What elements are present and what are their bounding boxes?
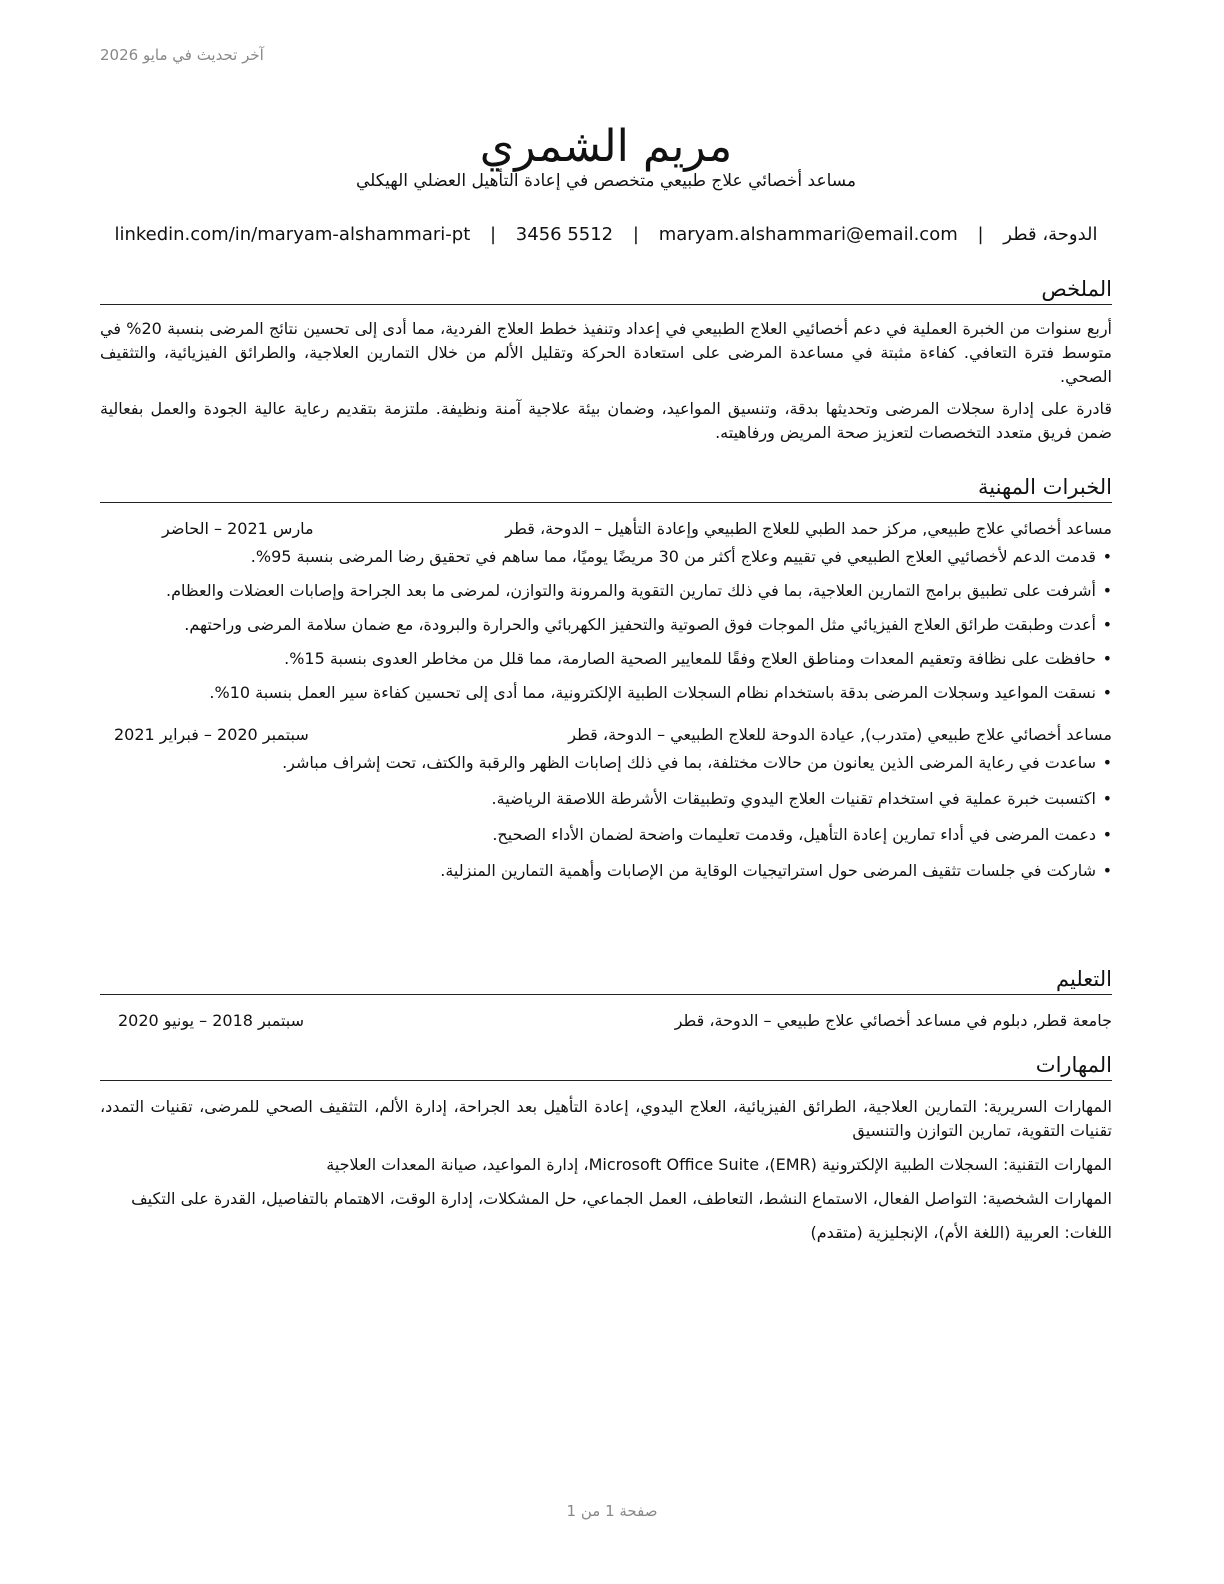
summary-paragraph: أربع سنوات من الخبرة العملية في دعم أخصائيي العلاج الطبيعي في إعداد وتنفيذ خطط العلاج الفردية، مما أدى إلى تحسين نتائج المرضى بنسبة 20% في متوسط فترة التعافي. كفاءة مثبتة في مساعدة المرضى على استعادة الحركة وتقليل الألم من خلال التمارين العلاجية، والطرائق الفيزيائية، والتثقيف الصحي. [100,319,1112,386]
job-bullets [100,751,1112,883]
education-dates: سبتمبر 2018 – يونيو 2020 [118,1011,305,1030]
job-bullet: • نسقت المواعيد وسجلات المرضى بدقة باستخدام نظام السجلات الطبية الإلكترونية، مما أدى إلى تحسين كفاءة سير العمل بنسبة 10%. [100,681,1112,705]
job-bullet: • شاركت في جلسات تثقيف المرضى حول استراتيجيات الوقاية من الإصابات وأهمية التمارين المنزلية. [100,859,1112,883]
last-updated-note: آخر تحديث في مايو 2026 [100,46,264,64]
contact-phone: 3456 5512 [515,224,614,245]
skill-line: المهارات السريرية: التمارين العلاجية، الطرائق الفيزيائية، العلاج اليدوي، إعادة التأهيل بعد الجراحة، إدارة الألم، التثقيف الصحي للمرضى، تقنيات التمدد، تقنيات التقوية، تمارين التوازن والتنسيق [100,1097,1112,1140]
job-entry [100,723,1112,883]
job-header [100,517,1112,541]
education-section [100,966,1112,1033]
candidate-name: مريم الشمري [479,121,733,173]
contact-line [100,224,1112,245]
section-title: المهارات [100,1052,1112,1081]
job-dates: مارس 2021 – الحاضر [162,519,314,538]
skill-line: المهارات التقنية: السجلات الطبية الإلكترونية (EMR)، Microsoft Office Suite، إدارة المواعيد، صيانة المعدات العلاجية [326,1155,1112,1174]
page-number-footer: صفحة 1 من 1 [566,1502,658,1520]
job-bullet: • ساعدت في رعاية المرضى الذين يعانون من حالات مختلفة، بما في ذلك إصابات الظهر والرقبة والكتف، تحت إشراف مباشر. [100,751,1112,775]
contact-linkedin[interactable]: linkedin.com/in/maryam-alshammari-pt [114,224,471,245]
job-bullet: • أشرفت على تطبيق برامج التمارين العلاجية، بما في ذلك تمارين التقوية والمرونة والتوازن، لمرضى ما بعد الجراحة وإصابات العضلات والعظام. [100,579,1112,603]
job-role-org: مساعد أخصائي علاج طبيعي (متدرب), عيادة الدوحة للعلاج الطبيعي – الدوحة، قطر [568,725,1112,744]
skills-section [100,1052,1112,1245]
job-header [100,723,1112,747]
experience-section [100,474,1112,895]
job-bullet: • دعمت المرضى في أداء تمارين إعادة التأهيل، وقدمت تعليمات واضحة لضمان الأداء الصحيح. [100,823,1112,847]
contact-separator: | [489,224,497,245]
summary-section [100,276,1112,445]
section-title: الملخص [100,276,1112,305]
job-bullet: • قدمت الدعم لأخصائيي العلاج الطبيعي في تقييم وعلاج أكثر من 30 مريضًا يوميًا، مما ساهم في تحقيق رضا المرضى بنسبة 95%. [100,545,1112,569]
summary-paragraph: قادرة على إدارة سجلات المرضى وتحديثها بدقة، وتنسيق المواعيد، وضمان بيئة علاجية آمنة ونظيفة. ملتزمة بتقديم رعاية عالية الجودة والعمل بفعالية ضمن فريق متعدد التخصصات لتعزيز صحة المريض ورفاهيته. [100,399,1112,442]
section-title: التعليم [100,966,1112,995]
contact-location: الدوحة، قطر [1003,224,1098,245]
education-entry [100,1009,1112,1033]
job-bullet: • أعدت وطبقت طرائق العلاج الفيزيائي مثل الموجات فوق الصوتية والتحفيز الكهربائي والحرارة والبرودة، مع ضمان سلامة المرضى وراحتهم. [100,613,1112,637]
job-bullet: • حافظت على نظافة وتعقيم المعدات ومناطق العلاج وفقًا للمعايير الصحية الصارمة، مما قلل من مخاطر العدوى بنسبة 15%. [100,647,1112,671]
job-bullet: • اكتسبت خبرة عملية في استخدام تقنيات العلاج اليدوي وتطبيقات الأشرطة اللاصقة الرياضية. [100,787,1112,811]
job-entry [100,517,1112,705]
resume-page [100,0,1112,1584]
contact-separator: | [632,224,639,245]
contact-email[interactable]: maryam.alshammari@email.com [658,224,958,245]
job-role-org: مساعد أخصائي علاج طبيعي, مركز حمد الطبي للعلاج الطبيعي وإعادة التأهيل – الدوحة، قطر [505,519,1112,538]
skill-line: المهارات الشخصية: التواصل الفعال، الاستماع النشط، التعاطف، العمل الجماعي، حل المشكلات، إدارة الوقت، الاهتمام بالتفاصيل، القدرة على التكيف [131,1189,1112,1208]
contact-separator: | [977,224,984,245]
job-bullets [100,545,1112,705]
education-institution: جامعة قطر, دبلوم في مساعد أخصائي علاج طبيعي – الدوحة، قطر [674,1011,1112,1030]
skill-line: اللغات: العربية (اللغة الأم)، الإنجليزية (متقدم) [810,1223,1112,1242]
candidate-title: مساعد أخصائي علاج طبيعي متخصص في إعادة التأهيل العضلي الهيكلي [355,171,857,191]
section-title: الخبرات المهنية [100,474,1112,503]
job-dates: سبتمبر 2020 – فبراير 2021 [114,725,309,744]
